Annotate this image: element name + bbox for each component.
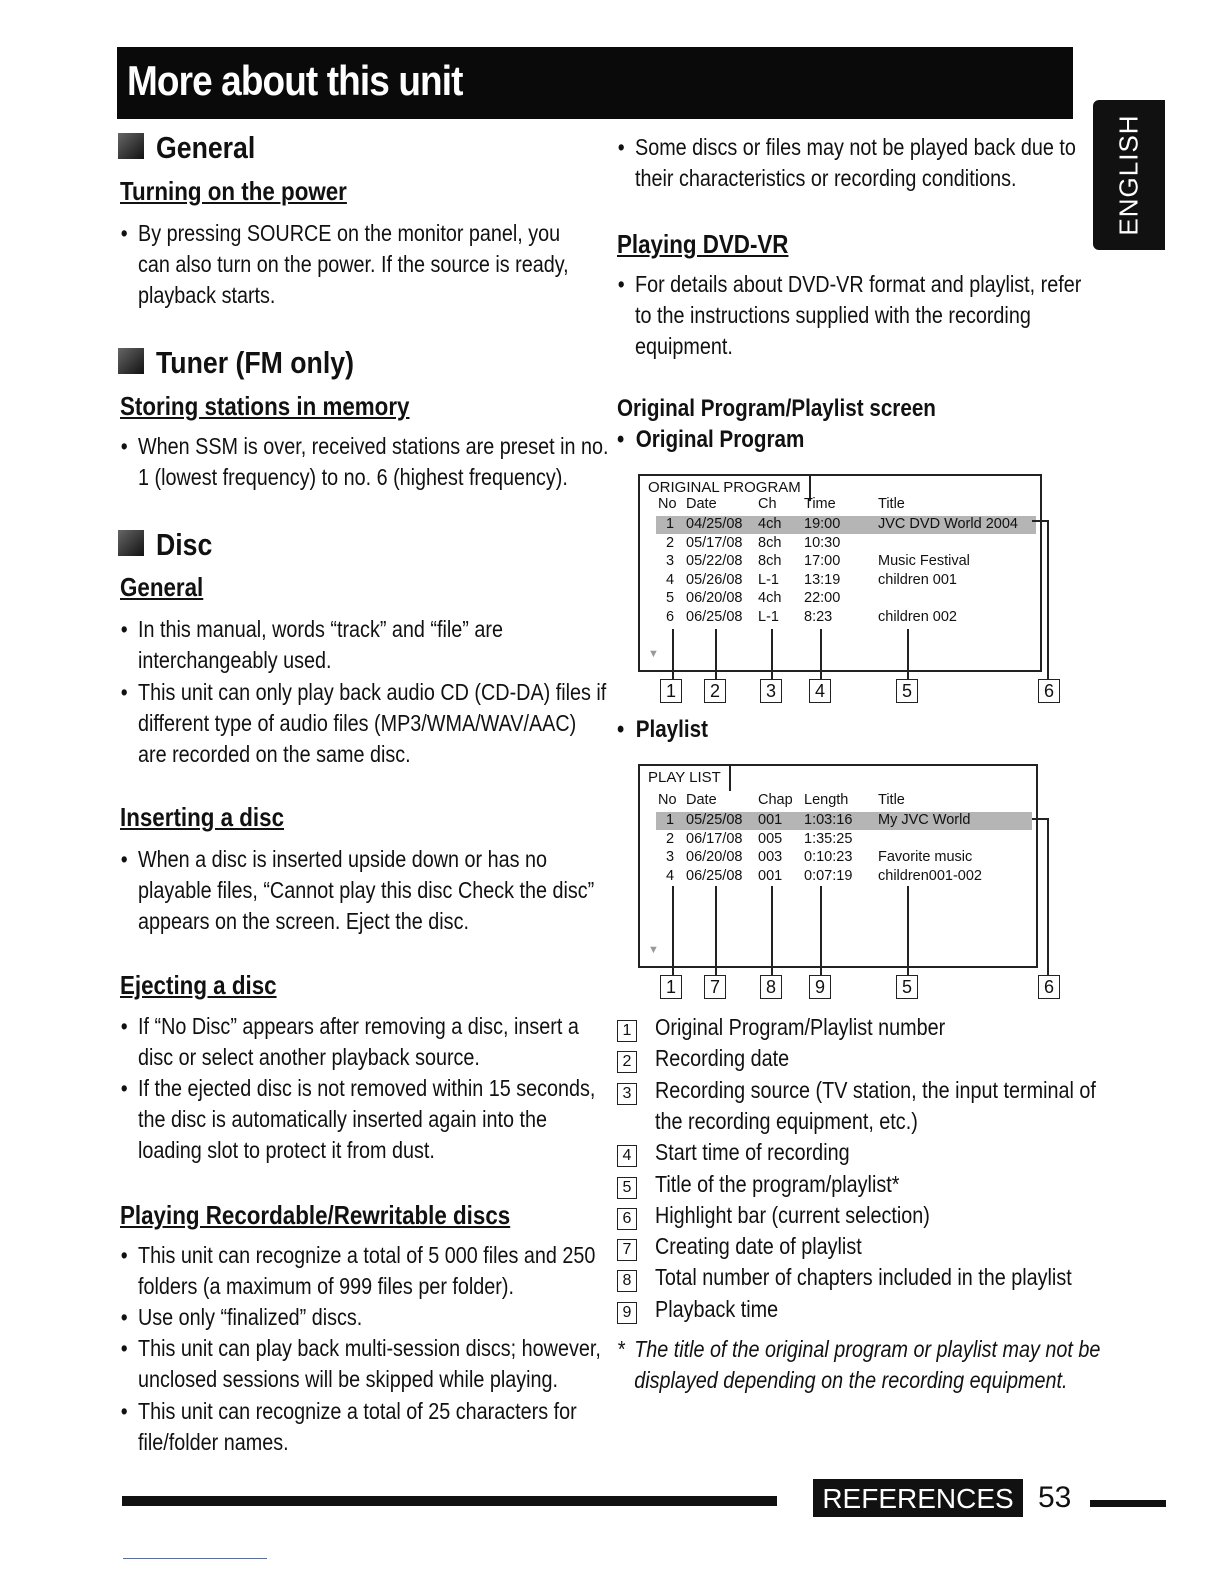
- legend-text: Highlight bar (current selection): [655, 1201, 930, 1228]
- screen-row: 4 06/25/08 001 0:07:19 children001-002: [666, 867, 982, 884]
- bullet-turning-power: • By pressing SOURCE on the monitor panel, you can also turn on the power. If the source is ready, playback starts.: [120, 220, 569, 308]
- subheading-recordable: Playing Recordable/Rewritable discs: [120, 1200, 511, 1230]
- section-heading-tuner: Tuner (FM only): [118, 345, 386, 381]
- screen-row: 1 05/25/08 001 1:03:16 My JVC World: [656, 812, 1032, 830]
- legend-number: 9: [617, 1302, 637, 1324]
- callout-5: 5: [896, 679, 918, 703]
- section-heading-general: General: [118, 130, 271, 166]
- screen-row: 2 05/17/08 8ch 10:30: [666, 534, 841, 551]
- footnote: * The title of the original program or playlist may not be displayed depending on the recording equipment.: [617, 1336, 1101, 1393]
- page-header: [117, 47, 1073, 119]
- playlist-label: • Playlist: [617, 716, 708, 743]
- scroll-down-icon: ▼: [648, 648, 659, 660]
- legend-text: Start time of recording: [655, 1139, 850, 1166]
- bullet-inserting: • When a disc is inserted upside down or has no playable files, “Cannot play this disc Check the disc” appears on the screen. Eject the disc.: [120, 846, 595, 934]
- callout-2: 2: [704, 679, 726, 703]
- screen-row: 5 06/20/08 4ch 22:00: [666, 590, 841, 606]
- bullet-dvdvr: • For details about DVD-VR format and playlist, refer to the instructions supplied with the recording equipment.: [617, 271, 1082, 359]
- language-label: ENGLISH: [1113, 114, 1144, 236]
- bullet-some-discs: • Some discs or files may not be played back due to their characteristics or recording conditions.: [617, 134, 1076, 191]
- legend-text: the recording equipment, etc.): [655, 1107, 918, 1134]
- bullet-ejecting-1: • If “No Disc” appears after removing a disc, insert a disc or select another playback source.: [120, 1013, 579, 1070]
- legend-text: Total number of chapters included in the playlist: [655, 1264, 1072, 1291]
- legend-text: Creating date of playlist: [655, 1233, 862, 1260]
- callout-3: 3: [760, 679, 782, 703]
- legend-number: 1: [617, 1020, 637, 1042]
- screen-header-row: No Date Chap Length Title: [658, 792, 905, 808]
- scroll-down-icon: ▼: [648, 944, 659, 956]
- bullet-recordable-3: • This unit can play back multi-session discs; however, unclosed sessions will be skipped while playing.: [120, 1335, 601, 1392]
- bullet-recordable-4: • This unit can recognize a total of 25 characters for file/folder names.: [120, 1398, 577, 1455]
- screen-header-row: No Date Ch Time Title: [658, 496, 905, 512]
- screen-row: 2 06/17/08 005 1:35:25: [666, 830, 853, 847]
- callout-4: 4: [809, 679, 831, 703]
- callout-7: 7: [704, 975, 726, 999]
- subheading-storing: Storing stations in memory: [120, 391, 410, 421]
- original-program-label: • Original Program: [617, 426, 805, 453]
- legend-number: 8: [617, 1270, 637, 1292]
- legend-text: Recording date: [655, 1045, 790, 1072]
- screen-row: 6 06/25/08 L-1 8:23 children 002: [666, 608, 957, 625]
- legend-text: Title of the program/playlist*: [655, 1170, 900, 1197]
- bullet-storing: • When SSM is over, received stations are preset in no. 1 (lowest frequency) to no. 6 (highest frequency).: [120, 433, 609, 490]
- section-heading-disc: Disc: [118, 527, 221, 563]
- callout-9: 9: [809, 975, 831, 999]
- section-square-icon: [118, 530, 144, 556]
- legend-number: 6: [617, 1208, 637, 1230]
- callout-1: 1: [660, 679, 682, 703]
- screen-tab: PLAY LIST: [638, 764, 731, 791]
- subheading-dvdvr: Playing DVD-VR: [617, 229, 789, 259]
- legend-text: Original Program/Playlist number: [655, 1014, 946, 1040]
- bullet-ejecting-2: • If the ejected disc is not removed within 15 seconds, the disc is automatically inserted again into the loading slot to protect it from dust.: [120, 1075, 596, 1163]
- language-tab: [1093, 100, 1165, 250]
- bullet-recordable-2: • Use only “finalized” discs.: [120, 1304, 363, 1330]
- legend-number: 2: [617, 1051, 637, 1073]
- tab-line: [848, 474, 1042, 476]
- screen-tab: ORIGINAL PROGRAM: [638, 474, 811, 501]
- page-title: More about this unit: [127, 57, 463, 104]
- footer-section-label: REFERENCES: [813, 1479, 1023, 1517]
- screen-row: 3 05/22/08 8ch 17:00 Music Festival: [666, 553, 970, 569]
- footer-rule: [122, 1496, 777, 1506]
- legend-number: 7: [617, 1239, 637, 1261]
- footer-link-line: [123, 1558, 267, 1559]
- callout-5: 5: [896, 975, 918, 999]
- callout-1: 1: [660, 975, 682, 999]
- playlist-screen: [638, 764, 1038, 968]
- section-square-icon: [118, 133, 144, 159]
- legend-number: 5: [617, 1177, 637, 1199]
- page-number: 53: [1038, 1481, 1072, 1514]
- subheading-ejecting: Ejecting a disc: [120, 970, 277, 1000]
- screen-heading: Original Program/Playlist screen: [617, 395, 936, 422]
- screen-row: 3 06/20/08 003 0:10:23 Favorite music: [666, 849, 973, 865]
- screen-row: 1 04/25/08 4ch 19:00 JVC DVD World 2004: [656, 516, 1036, 534]
- subheading-turning-power: Turning on the power: [120, 176, 347, 206]
- legend-number: 3: [617, 1083, 637, 1105]
- legend-number: 4: [617, 1145, 637, 1167]
- screen-row: 4 05/26/08 L-1 13:19 children 001: [666, 571, 957, 588]
- bullet-recordable-1: • This unit can recognize a total of 5 000 files and 250 folders (a maximum of 999 files per folder).: [120, 1242, 596, 1299]
- original-program-screen: [638, 474, 1042, 672]
- section-square-icon: [118, 348, 144, 374]
- bullet-disc-general-2: • This unit can only play back audio CD (CD-DA) files if different type of audio files (MP3/WMA/WAV/AAC) are recorded on the same disc.: [120, 679, 607, 767]
- tab-line: [848, 764, 1038, 766]
- legend-text: Playback time: [655, 1295, 779, 1322]
- subheading-inserting: Inserting a disc: [120, 802, 285, 832]
- legend-text: Recording source (TV station, the input terminal of: [655, 1076, 1096, 1103]
- callout-6: 6: [1038, 975, 1060, 999]
- callout-8: 8: [760, 975, 782, 999]
- callout-6: 6: [1038, 679, 1060, 703]
- subheading-disc-general: General: [120, 572, 204, 602]
- bullet-disc-general-1: • In this manual, words “track” and “file” are interchangeably used.: [120, 616, 503, 673]
- footer-rule-right: [1090, 1500, 1166, 1507]
